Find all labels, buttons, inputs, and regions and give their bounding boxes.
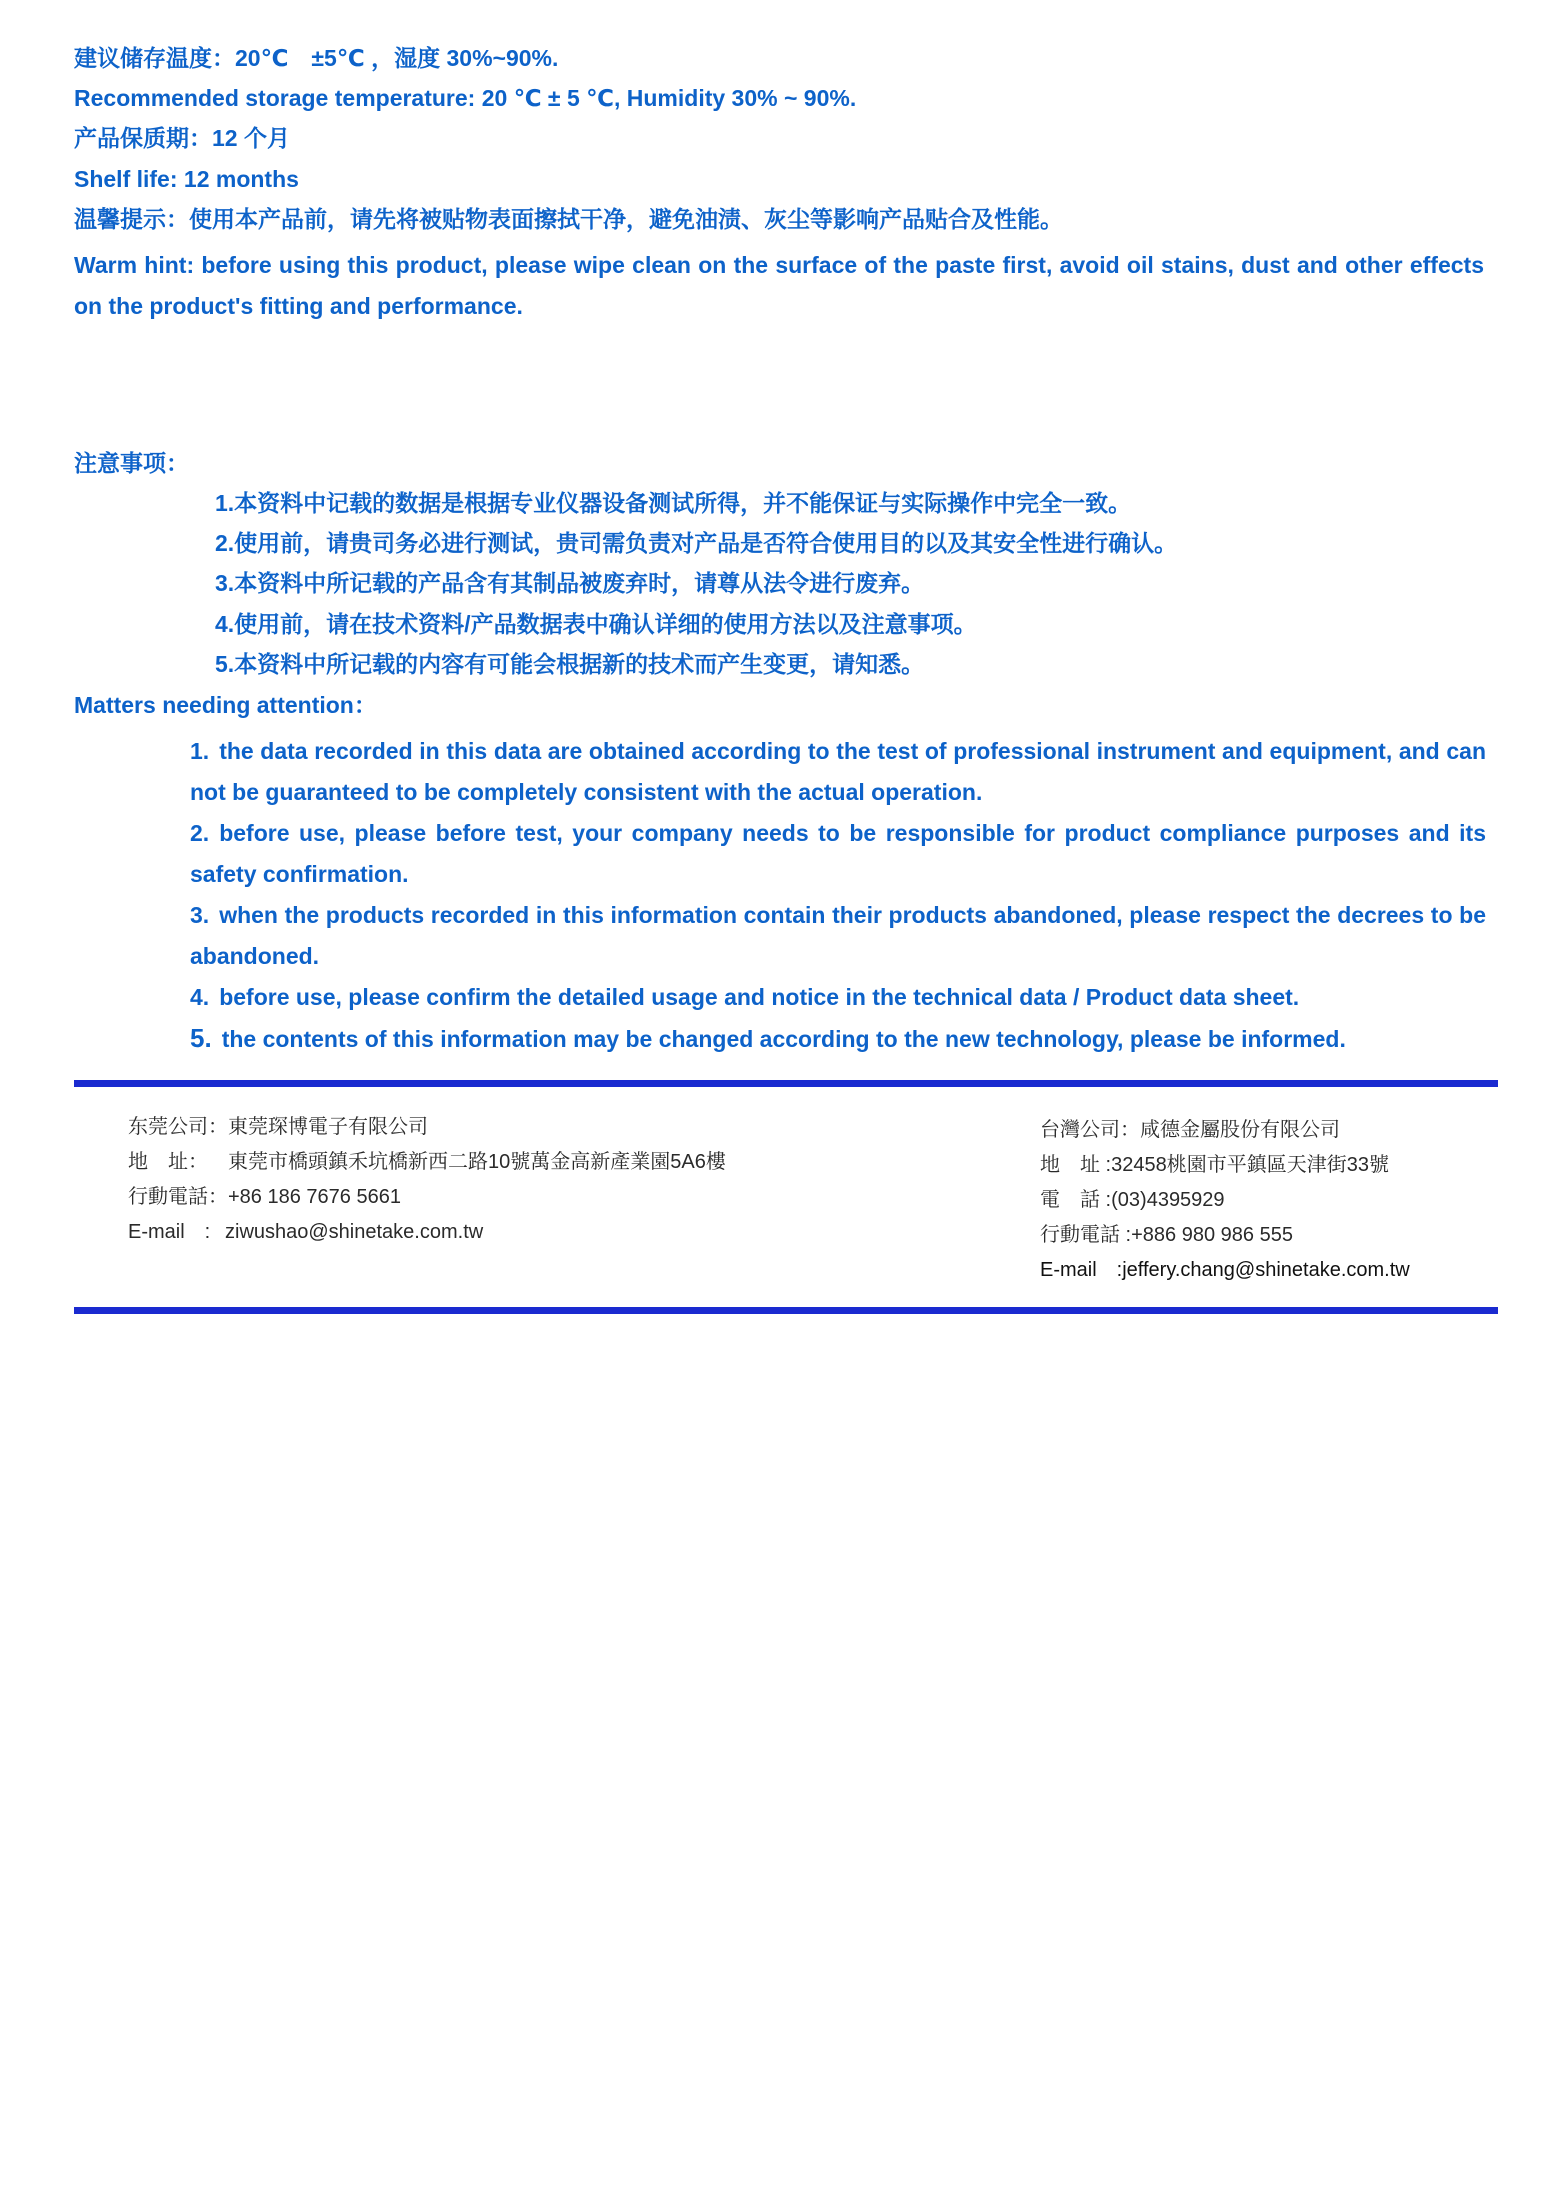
notes-en-item bbox=[190, 1018, 1486, 1060]
notes-cn-item: 1.本资料中记载的数据是根据专业仪器设备测试所得，并不能保证与实际操作中完全一致。 bbox=[215, 490, 1132, 516]
contact-right-address-row bbox=[1040, 1148, 1410, 1183]
notes-en-list bbox=[190, 731, 1486, 1060]
contact-right-address: 32458桃園市平鎮區天津街33號 bbox=[1111, 1154, 1389, 1176]
contact-right-email-label: E-mail : bbox=[1040, 1259, 1123, 1281]
contact-right-email[interactable]: jeffery.chang@shinetake.com.tw bbox=[1122, 1259, 1410, 1281]
contact-left-mobile-row bbox=[128, 1180, 726, 1215]
contact-left-mobile: +86 186 7676 5661 bbox=[228, 1186, 401, 1208]
notes-en-item-number: 5. bbox=[190, 1023, 212, 1053]
contact-left bbox=[128, 1110, 726, 1250]
shelf-life-cn: 产品保质期：12 个月 bbox=[74, 125, 290, 151]
notes-cn-item: 2.使用前，请贵司务必进行测试，贵司需负责对产品是否符合使用目的以及其安全性进行确认。 bbox=[215, 530, 1178, 556]
contact-left-address: 東莞市橋頭鎮禾坑橋新西二路10號萬金高新產業園5A6樓 bbox=[228, 1151, 726, 1173]
notes-en-item-text: the contents of this information may be changed according to the new technology, please be informed. bbox=[221, 1026, 1346, 1052]
notes-en-item-text: before use, please before test, your company needs to be responsible for product compliance purposes and its safety confirmation. bbox=[190, 820, 1486, 887]
divider-bottom bbox=[74, 1307, 1498, 1314]
notes-cn-item: 3.本资料中所记载的产品含有其制品被废弃时，请尊从法令进行废弃。 bbox=[215, 570, 925, 596]
notes-en-item-number: 2. bbox=[190, 820, 210, 846]
notes-en-item bbox=[190, 731, 1486, 813]
notes-en-item-number: 3. bbox=[190, 902, 210, 928]
storage-temp-cn: 建议储存温度：20℃ ±5℃ ，湿度 30%~90%. bbox=[74, 45, 559, 71]
contact-left-email[interactable]: ziwushao@shinetake.com.tw bbox=[225, 1221, 484, 1243]
contact-right-company: 台灣公司：咸德金屬股份有限公司 bbox=[1040, 1119, 1340, 1141]
notes-en-item bbox=[190, 977, 1486, 1018]
contact-right-phone-label: 電 話 : bbox=[1040, 1189, 1112, 1211]
contact-left-address-row bbox=[128, 1145, 726, 1180]
notes-en-title: Matters needing attention： bbox=[74, 692, 377, 718]
storage-temp-en: Recommended storage temperature: 20 ℃ ± 5 ℃, Humidity 30% ~ 90%. bbox=[74, 85, 857, 111]
notes-en-item-text: before use, please confirm the detailed usage and notice in the technical data / Product data sheet. bbox=[219, 984, 1300, 1010]
warm-hint-en: Warm hint: before using this product, please wipe clean on the surface of the paste first, avoid oil stains, dust and other effects on the product's fitting and performance. bbox=[74, 252, 1484, 319]
contact-right-phone-row bbox=[1040, 1183, 1410, 1218]
notes-en-item-text: when the products recorded in this information contain their products abandoned, please respect the decrees to be abandoned. bbox=[190, 902, 1486, 969]
contact-right-mobile-row bbox=[1040, 1218, 1410, 1253]
contact-right-phone: (03)4395929 bbox=[1111, 1189, 1225, 1211]
warm-hint-cn: 温馨提示：使用本产品前，请先将被贴物表面擦拭干净，避免油渍、灰尘等影响产品贴合及性能。 bbox=[74, 206, 1063, 232]
notes-en-item-number: 4. bbox=[190, 984, 210, 1010]
contact-left-email-label: E-mail : bbox=[128, 1221, 211, 1243]
notes-en-item bbox=[190, 895, 1486, 977]
contact-left-email-row bbox=[128, 1215, 726, 1250]
notes-cn-item: 5.本资料中所记载的内容有可能会根据新的技术而产生变更，请知悉。 bbox=[215, 651, 925, 677]
contact-right-mobile-label: 行動電話 : bbox=[1040, 1224, 1132, 1246]
contact-right-email-row bbox=[1040, 1253, 1410, 1288]
notes-cn-item: 4.使用前，请在技术资料/产品数据表中确认详细的使用方法以及注意事项。 bbox=[215, 611, 977, 637]
notes-en-item-text: the data recorded in this data are obtained according to the test of professional instrument and equipment, and can not be guaranteed to be completely consistent with the actual operation. bbox=[190, 738, 1486, 805]
notes-en-item bbox=[190, 813, 1486, 895]
contact-right-mobile: +886 980 986 555 bbox=[1131, 1224, 1293, 1246]
contact-left-address-label: 地 址： bbox=[128, 1151, 208, 1173]
notes-cn-title: 注意事项： bbox=[74, 450, 189, 476]
shelf-life-en: Shelf life: 12 months bbox=[74, 166, 299, 192]
divider-top bbox=[74, 1080, 1498, 1087]
contact-left-company: 东莞公司：東莞琛博電子有限公司 bbox=[128, 1116, 428, 1138]
contact-right bbox=[1040, 1113, 1410, 1288]
contact-left-mobile-label: 行動電話： bbox=[128, 1186, 228, 1208]
notes-en-item-number: 1. bbox=[190, 738, 210, 764]
contact-right-address-label: 地 址 : bbox=[1040, 1154, 1112, 1176]
